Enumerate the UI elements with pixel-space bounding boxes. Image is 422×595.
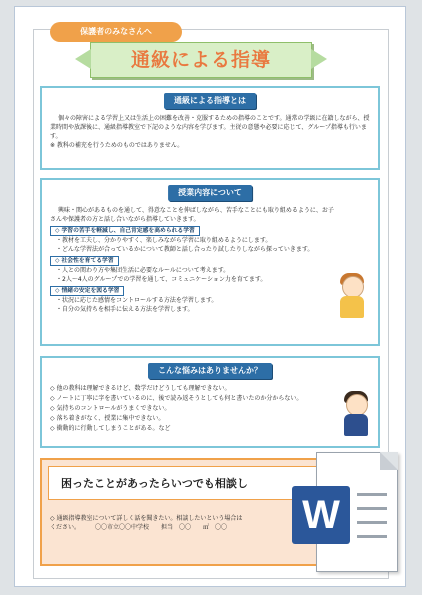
lesson-group-label: ◇ 学習の苦手を軽減し、自己肯定感を高められる学習 — [50, 226, 200, 236]
page-title: 通級による指導 — [130, 49, 271, 71]
section-about-note: ※ 教科の補充を行うためのものではありません。 — [50, 142, 184, 149]
banner-left-ribbon — [75, 49, 91, 69]
lesson-group-label: ◇ 情緒の安定を図る学習 — [50, 286, 124, 296]
concern-item: ◇ ノートに丁寧に字を書いているのに、後で読み返そうとしても何と書いたのか分からない。 — [50, 395, 303, 402]
section-lessons-body — [50, 206, 338, 314]
section-concerns-heading: こんな悩みはありませんか？ — [148, 363, 272, 379]
lesson-group-label: ◇ 社会性を育てる学習 — [50, 256, 119, 266]
consult-line: ◇ 通級指導教室について詳しく話を聞きたい。相談したいという場合は — [50, 515, 243, 522]
audience-pill: 保護者のみなさんへ — [50, 22, 182, 42]
word-logo-icon: W — [292, 486, 350, 544]
text-line-icon — [357, 521, 387, 524]
page-fold-icon — [380, 452, 398, 470]
lesson-item: ・教材を工夫し、分かりやすく、楽しみながら学習に取り組めるようにします。 — [56, 237, 272, 244]
section-lessons-heading: 授業内容について — [168, 185, 252, 201]
banner-right-ribbon — [311, 49, 327, 69]
lesson-item: ・人との関わり方や集団生活に必要なルールについて考えます。 — [56, 267, 230, 274]
section-about-body — [50, 114, 370, 150]
section-about-heading: 通級による指導とは — [164, 93, 256, 109]
student-girl-illustration — [334, 276, 370, 322]
girl-body — [340, 296, 364, 318]
section-about — [40, 86, 380, 170]
section-concerns-body — [50, 384, 334, 434]
concern-item: ◇ 気持ちのコントロールがうまくできない。 — [50, 405, 171, 412]
lesson-item: ・2人～4人のグループでの学習を通して、コミュニケーション力を育てます。 — [56, 276, 267, 283]
title-banner — [90, 42, 312, 78]
lesson-group — [50, 224, 338, 254]
text-line-icon — [357, 535, 387, 538]
concern-item: ◇ 落ち着きがなく、授業に集中できない。 — [50, 415, 165, 422]
section-consult-heading: 困ったことがあったらいつでも相談し — [48, 466, 348, 500]
word-file-icon[interactable] — [292, 452, 402, 578]
boy-body — [344, 414, 368, 436]
consult-line: ください。 〇〇市立〇〇中学校 担当 〇〇 ㎡ 〇〇 — [50, 524, 228, 531]
text-line-icon — [357, 493, 387, 496]
boy-face — [346, 394, 368, 416]
lesson-item: ・自分の気持ちを相手に伝える方法を学習します。 — [56, 306, 194, 313]
lesson-item: ・どんな学習法が合っているかについて教師と話し合ったり試したりしながら探っていきます。 — [56, 246, 314, 253]
section-about-line: 個々の障害による学習上又は生活上の困難を改善・克服するための指導のことです。通常の学級に在籍しながら、授業時間や放課後に、通級指導教室で下記のような内容を学びます。主従の意態や必要に応じて、グループ指導も行います。 — [50, 115, 370, 140]
girl-face — [342, 276, 364, 298]
lesson-group — [50, 254, 338, 284]
section-consult-body — [50, 514, 318, 532]
lesson-group — [50, 284, 338, 314]
student-boy-illustration — [338, 394, 374, 440]
section-lessons — [40, 178, 380, 346]
lesson-item: ・状況に応じた感情をコントロールする方法を学習します。 — [56, 297, 218, 304]
concern-item: ◇ 衝動的に行動してしまうことがある。など — [50, 425, 171, 432]
concern-item: ◇ 他の教科は理解できるけど、数学だけどうしても理解できない。 — [50, 385, 231, 392]
section-lessons-intro: 興味・関心があるものを通して、得意なことを伸ばしながら、苦手なことにも取り組めるように、お子さんや保護者の方と話し合いながら指導していきます。 — [50, 207, 334, 223]
section-concerns — [40, 356, 380, 448]
text-line-icon — [357, 507, 387, 510]
